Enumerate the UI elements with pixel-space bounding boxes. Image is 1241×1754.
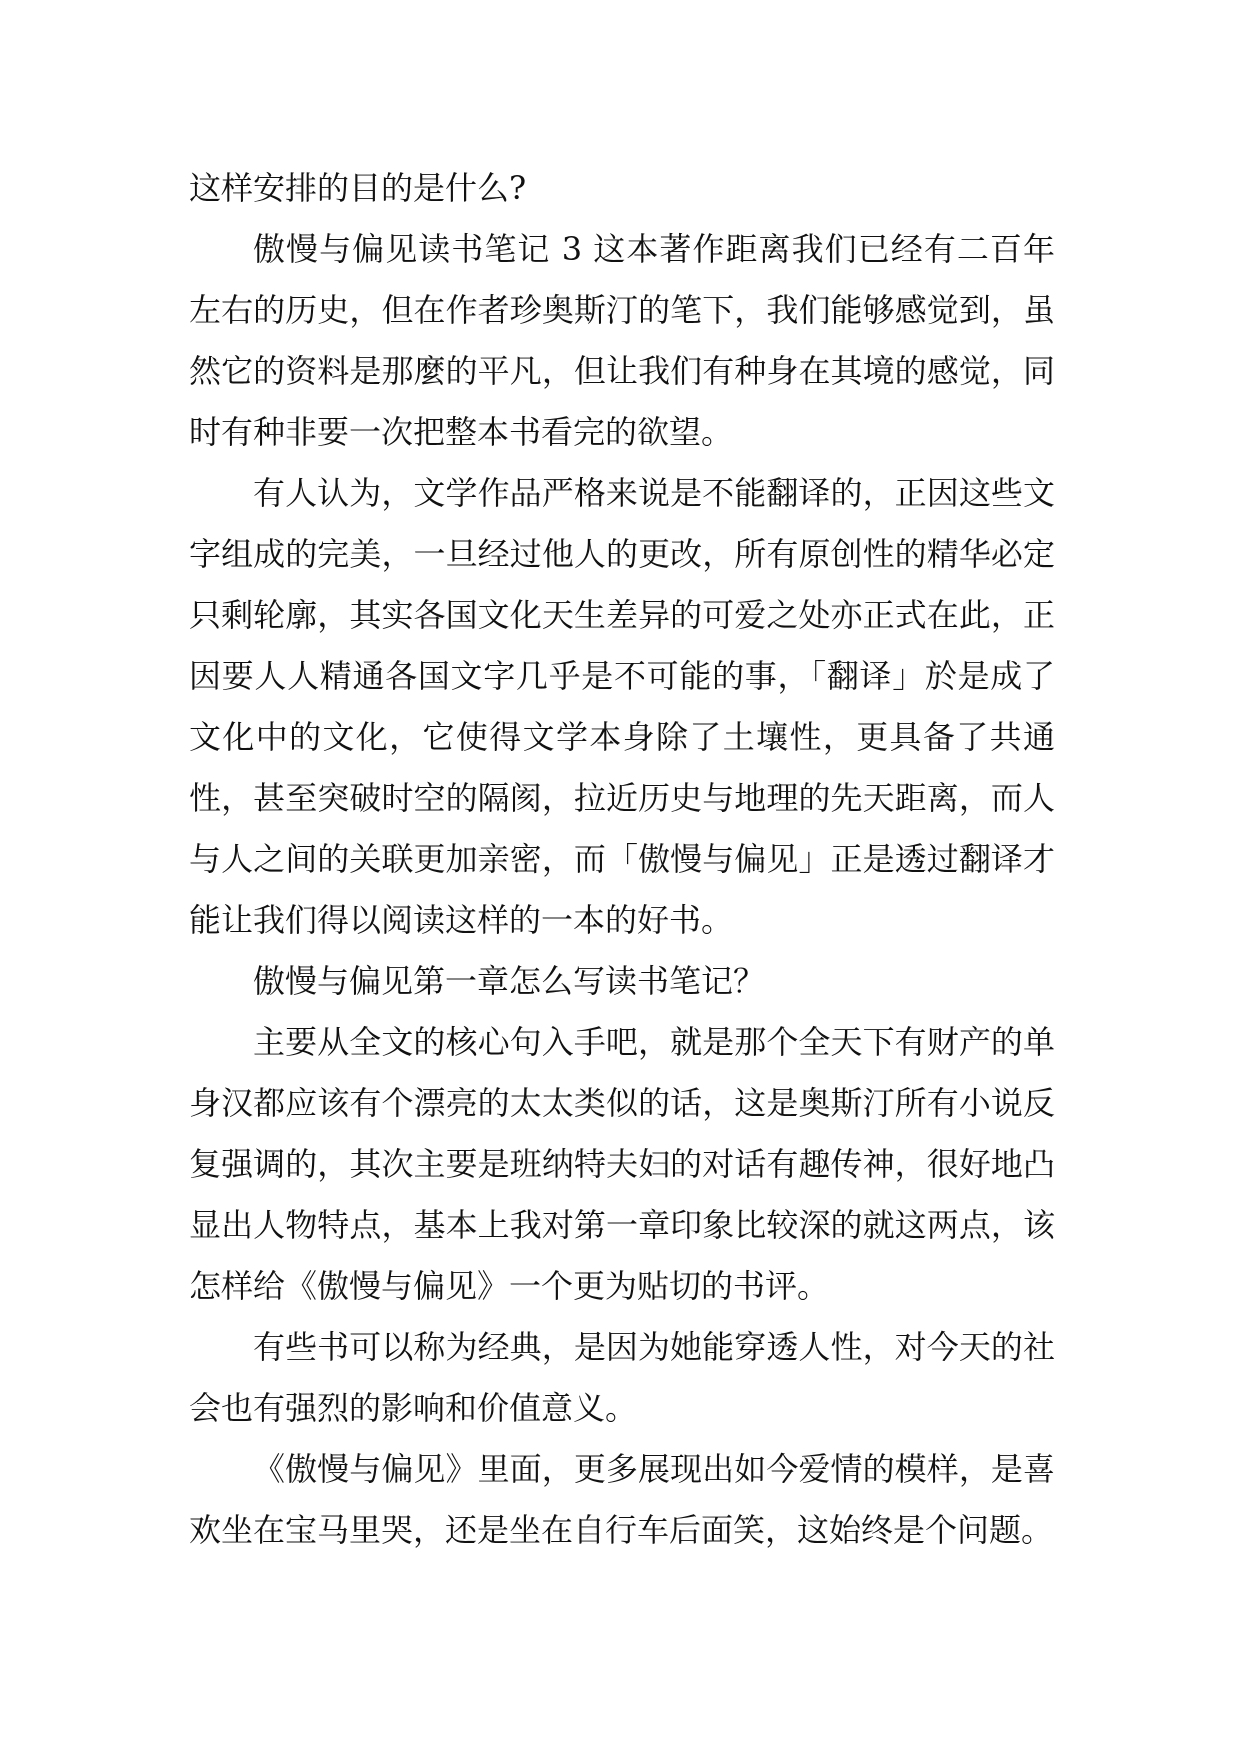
paragraph-2: 傲慢与偏见读书笔记 3 这本著作距离我们已经有二百年左右的历史，但在作者珍奥斯汀的笔下，我们能够感觉到，虽然它的资料是那麼的平凡，但让我们有种身在其境的感觉，同时有种非要一次把整本书看完的欲望。 [189, 230, 1055, 451]
document-page [189, 158, 1055, 1561]
paragraph-5: 主要从全文的核心句入手吧，就是那个全天下有财产的单身汉都应该有个漂亮的太太类似的话，这是奥斯汀所有小说反复强调的，其次主要是班纳特夫妇的对话有趣传神，很好地凸显出人物特点，基本上我对第一章印象比较深的就这两点，该怎样给《傲慢与偏见》一个更为贴切的书评。 [189, 1023, 1055, 1305]
paragraph-4: 傲慢与偏见第一章怎么写读书笔记？ [253, 962, 766, 1000]
paragraph-3: 有人认为，文学作品严格来说是不能翻译的，正因这些文字组成的完美，一旦经过他人的更改，所有原创性的精华必定只剩轮廓，其实各国文化天生差异的可爱之处亦正式在此，正因要人人精通各国文字几乎是不可能的事，「翻译」於是成了文化中的文化，它使得文学本身除了土壤性，更具备了共通性，甚至突破时空的隔阂，拉近历史与地理的先天距离，而人与人之间的关联更加亲密，而「傲慢与偏见」正是透过翻译才能让我们得以阅读这样的一本的好书。 [189, 474, 1055, 939]
paragraph-6: 有些书可以称为经典，是因为她能穿透人性，对今天的社会也有强烈的影响和价值意义。 [189, 1328, 1055, 1427]
paragraph-7: 《傲慢与偏见》里面，更多展现出如今爱情的模样，是喜欢坐在宝马里哭，还是坐在自行车后面笑，这始终是个问题。 [189, 1450, 1055, 1549]
paragraph-1: 这样安排的目的是什么? [189, 169, 527, 207]
